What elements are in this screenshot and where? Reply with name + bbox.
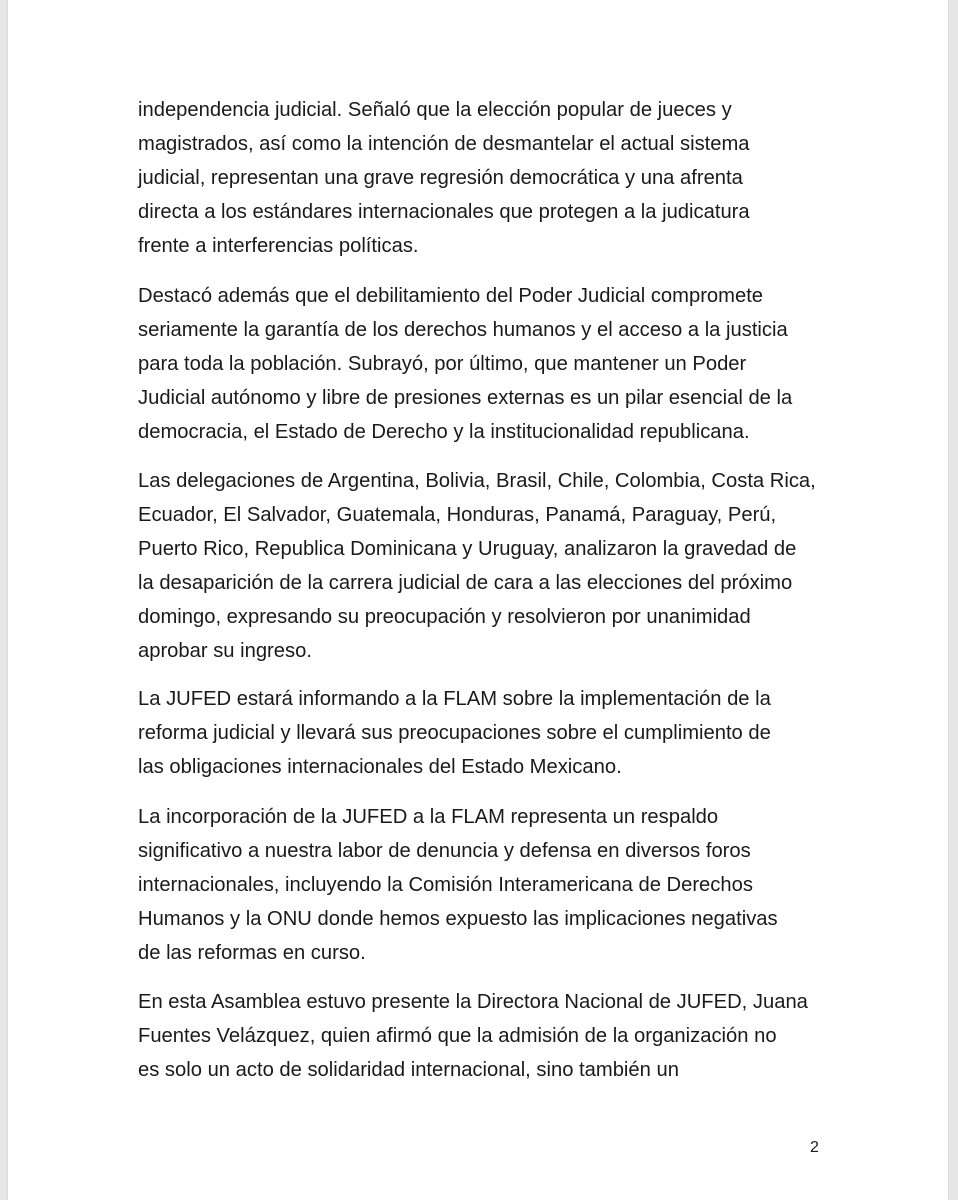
text-line: Puerto Rico, Republica Dominicana y Uruguay, analizaron la gravedad de <box>138 538 797 560</box>
text-line: domingo, expresando su preocupación y resolvieron por unanimidad <box>138 606 751 628</box>
text-line: Ecuador, El Salvador, Guatemala, Honduras, Panamá, Paraguay, Perú, <box>138 504 777 526</box>
text-line: magistrados, así como la intención de desmantelar el actual sistema <box>138 133 750 155</box>
text-line: Judicial autónomo y libre de presiones externas es un pilar esencial de la <box>138 387 793 409</box>
text-line: directa a los estándares internacionales que protegen a la judicatura <box>138 201 750 223</box>
text-line: significativo a nuestra labor de denuncia y defensa en diversos foros <box>138 840 751 862</box>
text-line: judicial, representan una grave regresión democrática y una afrenta <box>138 167 743 189</box>
text-line: es solo un acto de solidaridad internacional, sino también un <box>138 1059 679 1081</box>
text-line: para toda la población. Subrayó, por último, que mantener un Poder <box>138 353 747 375</box>
text-line: la desaparición de la carrera judicial de cara a las elecciones del próximo <box>138 572 793 594</box>
text-line: seriamente la garantía de los derechos humanos y el acceso a la justicia <box>138 319 788 341</box>
text-line: Destacó además que el debilitamiento del Poder Judicial compromete <box>138 285 764 307</box>
text-line: las obligaciones internacionales del Estado Mexicano. <box>138 756 622 778</box>
text-line: aprobar su ingreso. <box>138 640 312 662</box>
document-page <box>8 0 948 1200</box>
text-line: Fuentes Velázquez, quien afirmó que la admisión de la organización no <box>138 1025 777 1047</box>
text-line: La incorporación de la JUFED a la FLAM representa un respaldo <box>138 806 719 828</box>
text-line: La JUFED estará informando a la FLAM sobre la implementación de la <box>138 688 771 710</box>
text-line: reforma judicial y llevará sus preocupaciones sobre el cumplimiento de <box>138 722 771 744</box>
text-line: independencia judicial. Señaló que la elección popular de jueces y <box>138 99 732 121</box>
text-line: internacionales, incluyendo la Comisión Interamericana de Derechos <box>138 874 753 896</box>
text-line: frente a interferencias políticas. <box>138 235 419 257</box>
text-line: de las reformas en curso. <box>138 942 366 964</box>
text-line: En esta Asamblea estuvo presente la Directora Nacional de JUFED, Juana <box>138 991 808 1013</box>
text-line: democracia, el Estado de Derecho y la institucionalidad republicana. <box>138 421 750 443</box>
page-number: 2 <box>810 1139 819 1156</box>
text-line: Las delegaciones de Argentina, Bolivia, Brasil, Chile, Colombia, Costa Rica, <box>138 470 816 492</box>
text-line: Humanos y la ONU donde hemos expuesto las implicaciones negativas <box>138 908 778 930</box>
